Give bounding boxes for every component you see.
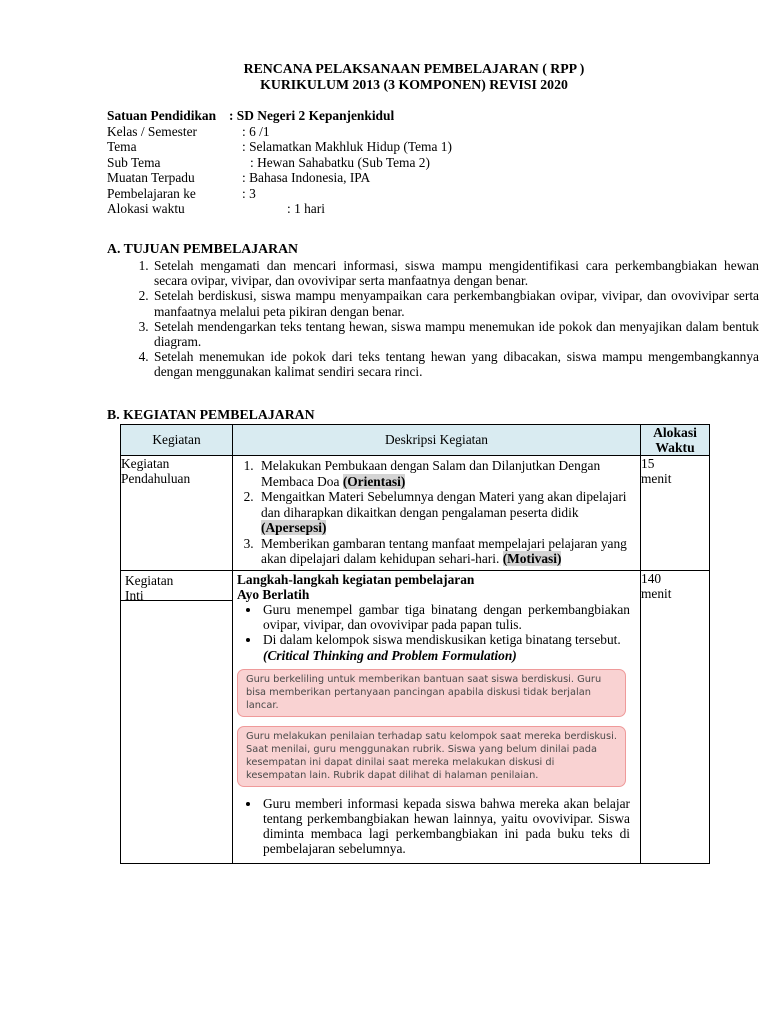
learning-objectives-list	[107, 258, 759, 380]
pendahuluan-description	[233, 456, 641, 571]
header-alokasi-line1: Alokasi	[653, 425, 697, 440]
info-value: : Selamatkan Makhluk Hidup (Tema 1)	[242, 139, 452, 154]
step-text: Melakukan Pembukaan dengan Salam dan Dilanjutkan Dengan Membaca Doa	[261, 458, 601, 489]
table-row	[121, 570, 710, 863]
info-value: : SD Negeri 2 Kepanjenkidul	[229, 108, 395, 123]
time-value: 15	[641, 456, 655, 471]
header-kegiatan	[121, 425, 233, 456]
inti-bullets	[237, 796, 630, 857]
time-value: 140	[641, 570, 662, 586]
info-label: Muatan Terpadu	[107, 170, 195, 185]
inti-label-line2: Inti	[125, 587, 144, 603]
inti-bullets	[237, 602, 630, 648]
table-row	[121, 456, 710, 571]
info-value: : 1 hari	[287, 201, 325, 216]
document-subtitle: KURIKULUM 2013 (3 KOMPONEN) REVISI 2020	[260, 77, 568, 92]
document-title: RENCANA PELAKSANAAN PEMBELAJARAN ( RPP )	[243, 61, 585, 76]
inti-heading: Langkah-langkah kegiatan pembelajaran	[237, 571, 475, 587]
section-a-heading: A. TUJUAN PEMBELAJARAN	[107, 241, 298, 256]
info-label: Kelas / Semester	[107, 123, 197, 139]
objective-item: 3. Setelah mendengarkan teks tentang hewan, siswa mampu menemukan ide pokok dan menyajikan dalam bentuk diagram.	[152, 319, 759, 349]
header-deskripsi	[233, 425, 641, 456]
info-label: Pembelajaran ke	[107, 185, 196, 201]
step-text: Mengaitkan Materi Sebelumnya dengan Materi yang akan dipelajari dan diharapkan dikaitkan dengan pengalaman peserta didik	[261, 489, 627, 520]
inti-label	[121, 570, 233, 863]
objective-item: 1. Setelah mengamati dan mencari informasi, siswa mampu mengidentifikasi cara perkembangbiakan hewan secara ovipar, vivipar, dan ovovivipar serta manfaatnya dengan benar.	[152, 258, 759, 288]
step-text: Memberikan gambaran tentang manfaat mempelajari pelajaran yang akan dipelajari dalam kehidupan sehari-hari.	[261, 535, 627, 566]
objective-item: 4. Setelah menemukan ide pokok dari teks tentang hewan yang dibacakan, siswa mampu mengembangkannya dengan menggunakan kalimat sendiri secara rinci.	[152, 349, 759, 379]
objective-item: 2. Setelah berdiskusi, siswa mampu menyampaikan cara perkembangbiakan ovipar, vivipar, dan ovovivipar serta manfaatnya melalui peta pikiran dengan benar.	[152, 288, 759, 318]
info-value: : 6 /1	[242, 123, 270, 139]
table-header-row	[121, 425, 710, 456]
header-alokasi	[641, 425, 710, 456]
inti-label-line1: Kegiatan	[125, 572, 174, 588]
pendahuluan-steps	[233, 456, 640, 570]
section-b-heading: B. KEGIATAN PEMBELAJARAN	[107, 407, 315, 422]
list-item	[257, 458, 630, 489]
activities-table	[120, 424, 710, 864]
info-label: Satuan Pendidikan	[107, 108, 217, 123]
list-item: • Guru menempel gambar tiga binatang dengan perkembangbiakan ovipar, vivipar, dan ovovivipar pada papan tulis.	[261, 602, 630, 632]
critical-thinking-label: (Critical Thinking and Problem Formulation)	[263, 647, 517, 663]
step-tag-apersepsi: (Apersepsi)	[261, 520, 327, 535]
info-value: : Bahasa Indonesia, IPA	[242, 170, 371, 185]
time-unit: menit	[641, 585, 672, 601]
inti-description	[233, 570, 641, 863]
info-label: Alokasi waktu	[107, 201, 185, 216]
list-item	[257, 489, 630, 536]
step-tag-orientasi: (Orientasi)	[342, 473, 406, 489]
list-item: • Di dalam kelompok siswa mendiskusikan ketiga binatang tersebut.	[261, 632, 630, 647]
info-label: Sub Tema	[107, 154, 161, 170]
info-value: : 3	[242, 185, 256, 201]
step-tag-motivasi: (Motivasi)	[502, 551, 562, 566]
header-alokasi-line2: Waktu	[655, 440, 695, 455]
pendahuluan-time	[641, 456, 710, 571]
inti-subheading: Ayo Berlatih	[237, 586, 310, 602]
info-value: : Hewan Sahabatku (Sub Tema 2)	[250, 154, 430, 170]
pendahuluan-label-line1: Kegiatan	[121, 456, 170, 471]
teacher-note: Guru melakukan penilaian terhadap satu kelompok saat mereka berdiskusi. Saat menilai, guru menggunakan rubrik. Siswa yang belum dinilai pada kesempatan ini dapat dinilai saat mereka melakukan diskusi di kesempatan lain. Rubrik dapat dilihat di halaman penilaian.	[237, 726, 626, 787]
pendahuluan-label	[121, 456, 233, 571]
list-item	[257, 536, 630, 567]
info-label: Tema	[107, 139, 137, 154]
header-deskripsi-text: Deskripsi Kegiatan	[384, 432, 488, 447]
teacher-note: Guru berkeliling untuk memberikan bantuan saat siswa berdiskusi. Guru bisa memberikan pertanyaan pancingan apabila diskusi tidak berjalan lancar.	[237, 669, 626, 717]
list-item: • Guru memberi informasi kepada siswa bahwa mereka akan belajar tentang perkembangbiakan hewan lainnya, yaitu ovovivipar. Siswa diminta membaca lagi perkembangbiakan ini pada buku teks di pembelajaran sebelumnya.	[261, 796, 630, 857]
inti-time	[641, 570, 710, 863]
time-unit: menit	[641, 471, 672, 486]
pendahuluan-label-line2: Pendahuluan	[121, 471, 191, 486]
header-kegiatan-text: Kegiatan	[152, 432, 201, 447]
